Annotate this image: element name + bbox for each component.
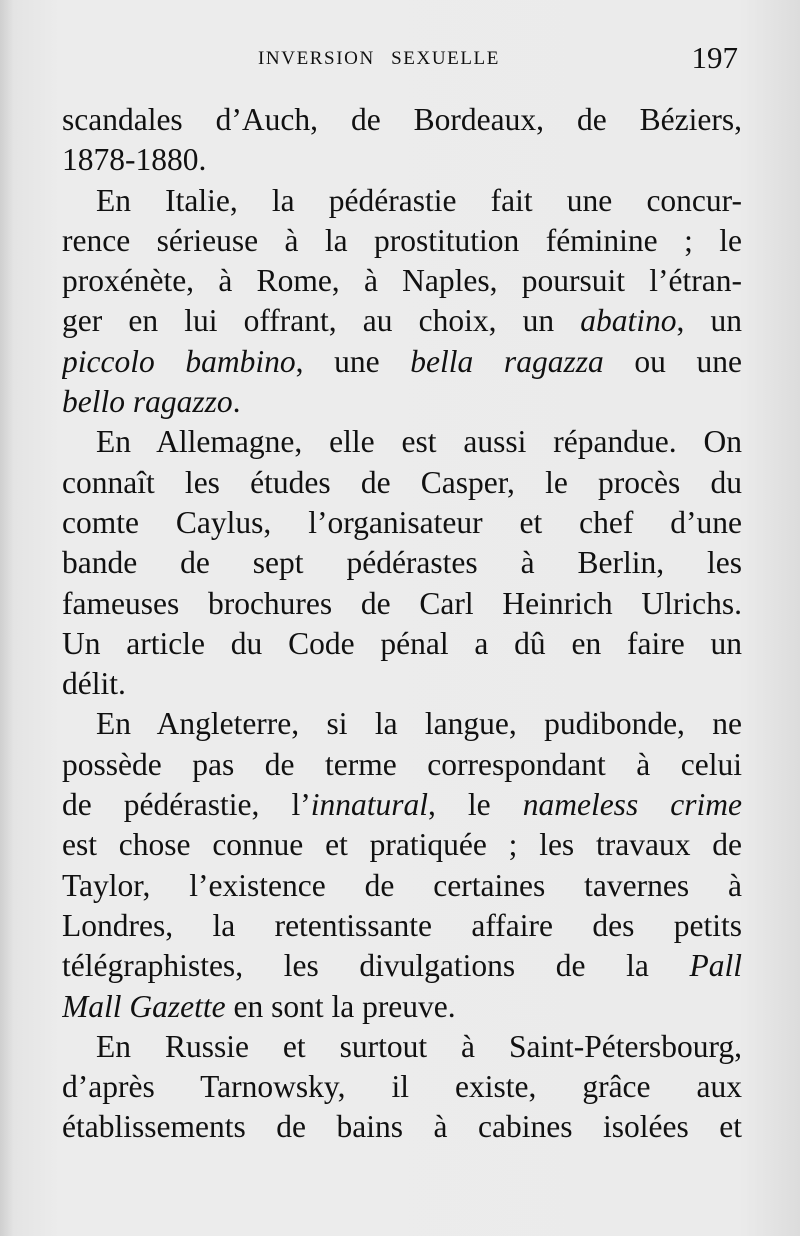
text-segment: scandales d’Auch, de Bordeaux, de Béziers, [62,102,742,137]
text-line [62,382,742,422]
text-segment: télégraphistes, les divulgations de la [62,948,690,984]
text-line [62,422,742,462]
text-segment: proxénète, à Rome, à Naples, poursuit l’étran- [62,263,742,299]
text-line [62,221,742,261]
text-line [62,825,742,865]
text-segment: est chose connue et pratiquée ; les travaux de [62,827,742,863]
text-segment: Un article du Code pénal a dû en faire un [62,625,742,661]
text-segment: En Angleterre, si la langue, pudibonde, ne [96,706,742,742]
italic-text-segment: innatural [310,787,428,823]
text-line [62,261,742,301]
body-text [62,100,742,1148]
text-segment: possède pas de terme correspondant à celui [62,746,742,782]
text-line [62,1027,742,1067]
text-segment: Londres, la retentissante affaire des petits [62,907,742,943]
italic-text-segment: bella ragazza [410,343,604,379]
italic-text-segment: bello ragazzo [62,384,233,420]
text-segment: d’après Tarnowsky, il existe, grâce aux [62,1069,742,1105]
text-segment: en sont la preuve. [225,988,456,1024]
text-segment: établissements de bains à cabines isolées et [62,1109,742,1145]
text-line [62,584,742,624]
text-segment: ou une [603,343,742,379]
text-line [62,704,742,744]
text-line [62,301,742,341]
text-segment: délit. [62,666,126,702]
text-segment: , le [427,787,523,823]
text-segment: bande de sept pédérastes à Berlin, les [62,545,742,581]
text-line [62,503,742,543]
text-segment: En Allemagne, elle est aussi répandue. On [96,424,742,460]
text-line [62,906,742,946]
text-line [62,624,742,664]
text-line [62,463,742,503]
text-segment: comte Caylus, l’organisateur et chef d’une [62,504,742,540]
text-line [62,100,742,140]
text-segment: fameuses brochures de Carl Heinrich Ulrichs. [62,585,742,621]
text-line [62,181,742,221]
italic-text-segment: nameless crime [522,787,742,823]
text-line [62,1107,742,1147]
italic-text-segment: abatino [580,303,677,339]
page-number: 197 [691,40,738,75]
text-segment: connaît les études de Casper, le procès du [62,464,742,500]
text-line [62,866,742,906]
italic-text-segment: piccolo bambino [62,343,296,379]
text-line [62,342,742,382]
text-line [62,1067,742,1107]
text-segment: En Italie, la pédérastie fait une concur- [96,182,742,218]
text-line [62,543,742,583]
text-line [62,785,742,825]
text-segment: rence sérieuse à la prostitution féminine ; le [62,222,742,258]
text-line [62,140,742,180]
text-segment: ger en lui offrant, au choix, un [62,303,581,339]
text-segment: de pédérastie, l’ [62,787,311,823]
text-line [62,745,742,785]
text-segment: . [232,384,241,420]
text-line [62,987,742,1027]
text-segment: Taylor, l’existence de certaines tavernes à [62,867,742,903]
page-header [60,42,740,82]
running-title: INVERSION SEXUELLE [258,48,500,69]
text-line [62,946,742,986]
text-segment: En Russie et surtout à Saint-Pétersbourg, [96,1028,742,1064]
italic-text-segment: Mall Gazette [62,988,226,1024]
text-segment: , une [295,343,411,379]
text-line [62,664,742,704]
italic-text-segment: Pall [689,948,742,984]
text-segment: , un [676,303,742,339]
text-segment: 1878-1880. [62,142,207,178]
